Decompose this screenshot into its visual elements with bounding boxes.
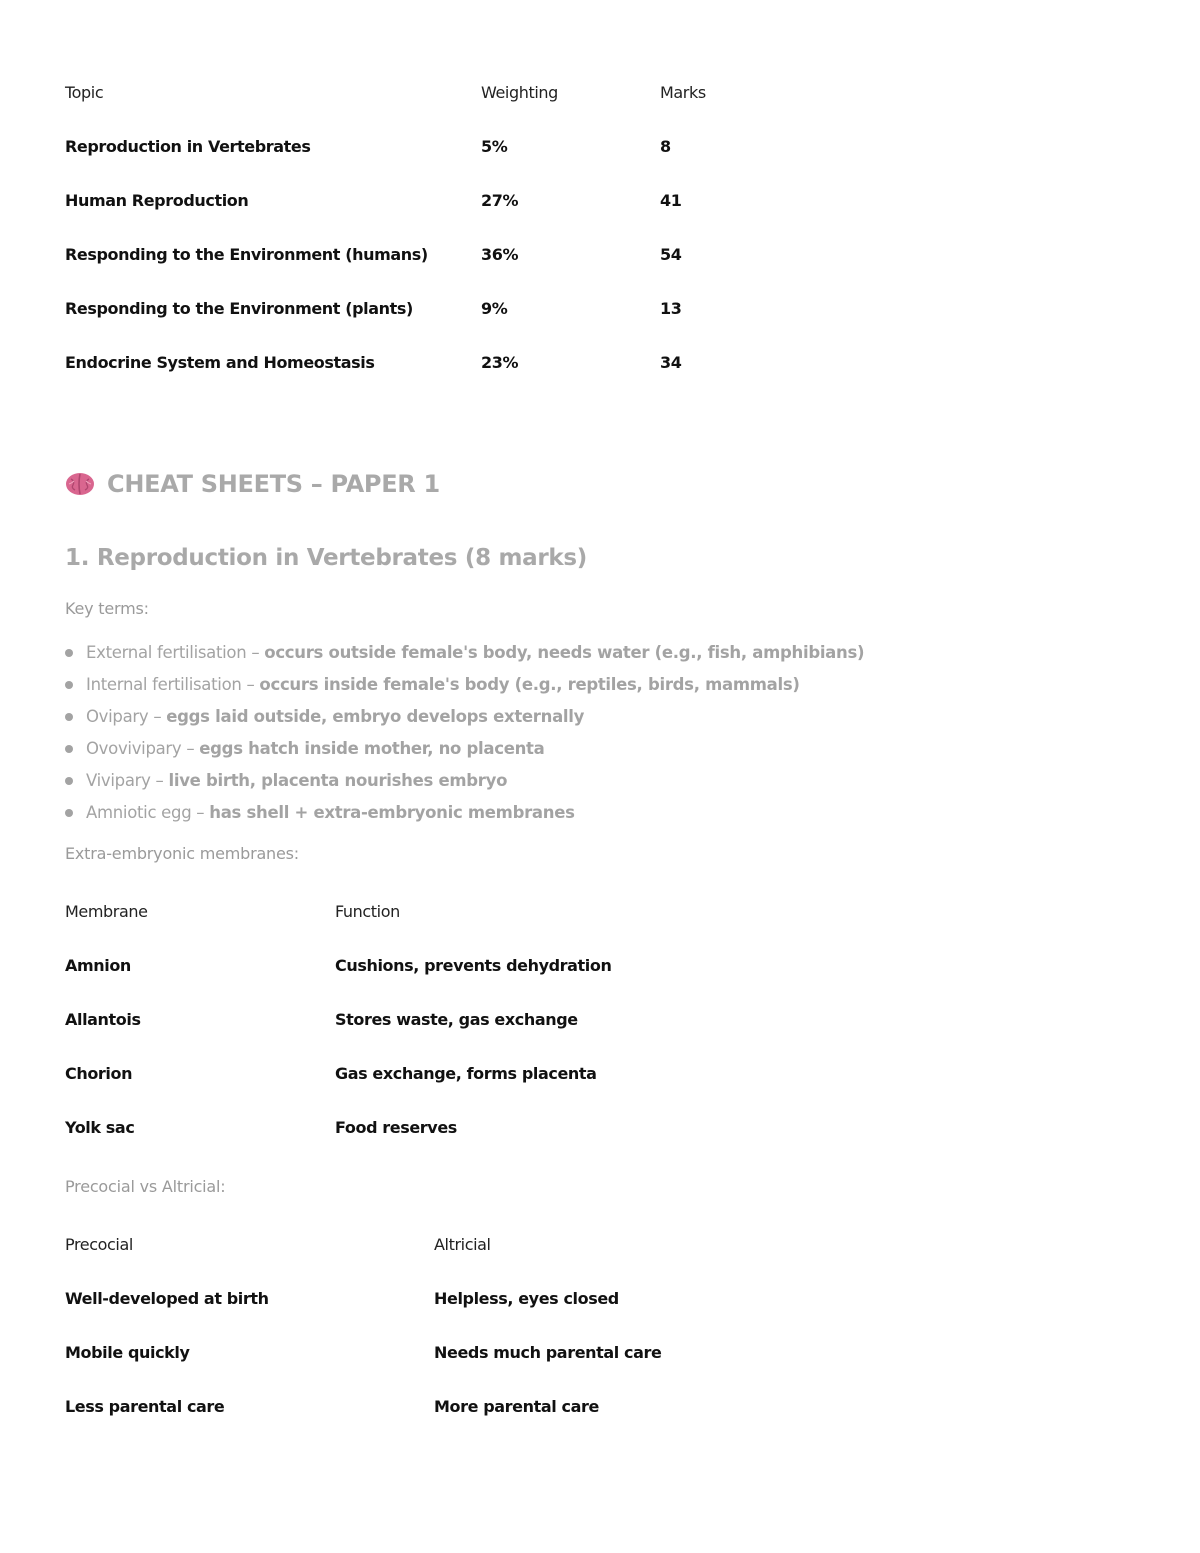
marks-cell: 34 (660, 352, 682, 372)
header-altricial: Altricial (434, 1234, 491, 1254)
altricial-cell: Helpless, eyes closed (434, 1288, 619, 1308)
membranes-label: Extra-embryonic membranes: (65, 844, 299, 863)
table-row (65, 938, 735, 992)
list-item (65, 733, 864, 765)
term-name: Ovovivipary – (86, 739, 195, 758)
membrane-cell: Allantois (65, 1009, 141, 1029)
precocial-cell: Well-developed at birth (65, 1288, 269, 1308)
header-marks: Marks (660, 82, 706, 102)
header-membrane: Membrane (65, 901, 148, 921)
table-header-row (65, 65, 760, 119)
function-cell: Food reserves (335, 1117, 457, 1137)
membrane-cell: Chorion (65, 1063, 133, 1083)
function-cell: Gas exchange, forms placenta (335, 1063, 597, 1083)
precocial-label: Precocial vs Altricial: (65, 1177, 226, 1196)
table-row (65, 173, 760, 227)
term-definition: eggs hatch inside mother, no placenta (199, 739, 545, 758)
term-definition: occurs outside female's body, needs water (e.g., fish, amphibians) (264, 643, 865, 662)
term-name: Ovipary – (86, 707, 162, 726)
weighting-cell: 23% (481, 352, 519, 372)
bullet-icon (65, 649, 73, 657)
topic-cell: Responding to the Environment (plants) (65, 298, 413, 318)
table-row (65, 335, 760, 389)
key-terms-list (65, 637, 864, 829)
term-name: Vivipary – (86, 771, 164, 790)
membranes-table (65, 884, 735, 1154)
bullet-icon (65, 745, 73, 753)
cheat-sheet-heading (65, 470, 440, 498)
altricial-cell: More parental care (434, 1396, 599, 1416)
topic-cell: Endocrine System and Homeostasis (65, 352, 375, 372)
weighting-cell: 27% (481, 190, 519, 210)
header-function: Function (335, 901, 400, 921)
term-name: Amniotic egg – (86, 803, 205, 822)
cheat-sheet-title: CHEAT SHEETS – PAPER 1 (107, 470, 440, 498)
weighting-cell: 9% (481, 298, 508, 318)
membrane-cell: Amnion (65, 955, 131, 975)
table-row (65, 227, 760, 281)
header-topic: Topic (65, 82, 104, 102)
function-cell: Stores waste, gas exchange (335, 1009, 578, 1029)
precocial-altricial-table (65, 1217, 834, 1433)
term-name: External fertilisation – (86, 643, 260, 662)
term-name: Internal fertilisation – (86, 675, 255, 694)
term-definition: eggs laid outside, embryo develops externally (166, 707, 585, 726)
bullet-icon (65, 777, 73, 785)
table-row (65, 1379, 834, 1433)
precocial-cell: Mobile quickly (65, 1342, 190, 1362)
marks-cell: 41 (660, 190, 682, 210)
table-row (65, 1100, 735, 1154)
topic-cell: Reproduction in Vertebrates (65, 136, 311, 156)
key-terms-label: Key terms: (65, 599, 149, 618)
list-item (65, 797, 864, 829)
term-definition: has shell + extra-embryonic membranes (209, 803, 575, 822)
bullet-icon (65, 713, 73, 721)
table-header-row (65, 884, 735, 938)
table-row (65, 281, 760, 335)
table-row (65, 119, 760, 173)
header-precocial: Precocial (65, 1234, 133, 1254)
list-item (65, 701, 864, 733)
section-title: 1. Reproduction in Vertebrates (8 marks) (65, 545, 588, 571)
header-weighting: Weighting (481, 82, 558, 102)
topic-cell: Human Reproduction (65, 190, 249, 210)
list-item (65, 669, 864, 701)
table-row (65, 1325, 834, 1379)
bullet-icon (65, 809, 73, 817)
table-row (65, 1046, 735, 1100)
table-row (65, 1271, 834, 1325)
marks-cell: 54 (660, 244, 682, 264)
function-cell: Cushions, prevents dehydration (335, 955, 612, 975)
precocial-cell: Less parental care (65, 1396, 225, 1416)
list-item (65, 765, 864, 797)
table-row (65, 992, 735, 1046)
topic-weighting-table (65, 65, 760, 389)
marks-cell: 8 (660, 136, 671, 156)
membrane-cell: Yolk sac (65, 1117, 135, 1137)
list-item (65, 637, 864, 669)
weighting-cell: 5% (481, 136, 508, 156)
term-definition: occurs inside female's body (e.g., reptiles, birds, mammals) (259, 675, 800, 694)
topic-cell: Responding to the Environment (humans) (65, 244, 428, 264)
term-definition: live birth, placenta nourishes embryo (168, 771, 508, 790)
marks-cell: 13 (660, 298, 682, 318)
table-header-row (65, 1217, 834, 1271)
bullet-icon (65, 681, 73, 689)
brain-icon (65, 471, 95, 497)
weighting-cell: 36% (481, 244, 519, 264)
altricial-cell: Needs much parental care (434, 1342, 662, 1362)
